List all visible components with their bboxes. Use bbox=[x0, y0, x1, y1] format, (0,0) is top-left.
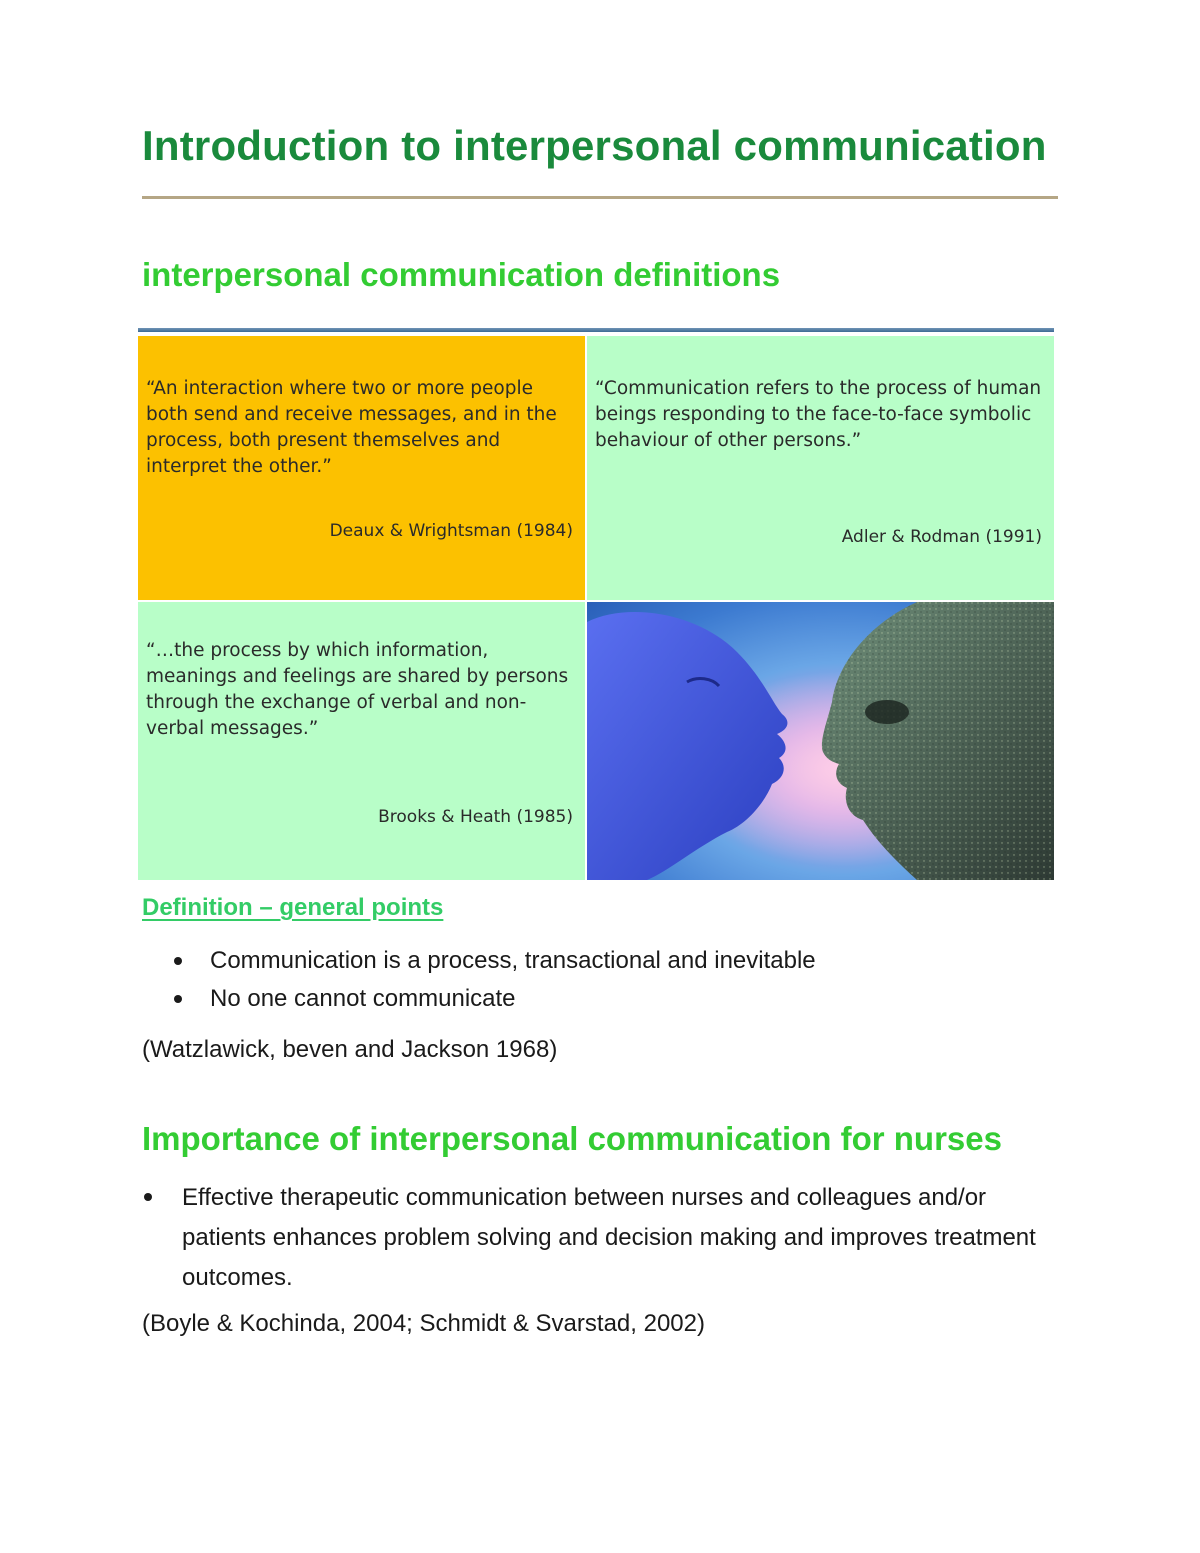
definitions-heading: interpersonal communication definitions bbox=[142, 256, 781, 293]
page-title: Introduction to interpersonal communication bbox=[142, 122, 1047, 169]
list-item-text: Effective therapeutic communication between nurses and colleagues and/or patients enhances problem solving and decision making and improves treatment outcomes. bbox=[182, 1184, 1036, 1291]
two-faces-image bbox=[587, 602, 1054, 880]
quote-text: “…the process by which information, meanings and feelings are shared by persons through the exchange of verbal and non-verbal messages.” bbox=[146, 640, 569, 739]
quote-card-deaux bbox=[138, 336, 585, 600]
general-points-list bbox=[172, 942, 816, 1018]
quote-author: Deaux & Wrightsman (1984) bbox=[329, 521, 573, 541]
importance-list bbox=[142, 1178, 1042, 1298]
quote-card-brooks bbox=[138, 602, 585, 880]
panel-top-border bbox=[138, 328, 1054, 332]
bullet-icon bbox=[144, 1193, 152, 1201]
list-item bbox=[172, 942, 816, 980]
definitions-panel bbox=[138, 328, 1054, 880]
bullet-icon bbox=[174, 995, 182, 1003]
quote-author: Adler & Rodman (1991) bbox=[841, 527, 1042, 547]
title-divider bbox=[142, 196, 1058, 199]
bullet-icon bbox=[174, 957, 182, 965]
importance-citation: (Boyle & Kochinda, 2004; Schmidt & Svarstad, 2002) bbox=[142, 1310, 705, 1337]
general-points-citation: (Watzlawick, beven and Jackson 1968) bbox=[142, 1036, 558, 1063]
quote-author: Brooks & Heath (1985) bbox=[378, 807, 573, 827]
general-points-heading: Definition – general points bbox=[142, 894, 444, 921]
importance-heading: Importance of interpersonal communication for nurses bbox=[142, 1120, 1002, 1157]
quote-text: “An interaction where two or more people both send and receive messages, and in the process, both present themselves and interpret the other.” bbox=[146, 378, 557, 477]
list-item bbox=[142, 1178, 1042, 1298]
list-item bbox=[172, 980, 816, 1018]
list-item-text: Communication is a process, transactional and inevitable bbox=[210, 947, 816, 974]
quote-text: “Communication refers to the process of human beings responding to the face-to-face symbolic behaviour of other persons.” bbox=[595, 378, 1042, 451]
faces-illustration bbox=[587, 602, 1054, 880]
list-item-text: No one cannot communicate bbox=[210, 985, 516, 1012]
quote-card-adler bbox=[587, 336, 1054, 600]
